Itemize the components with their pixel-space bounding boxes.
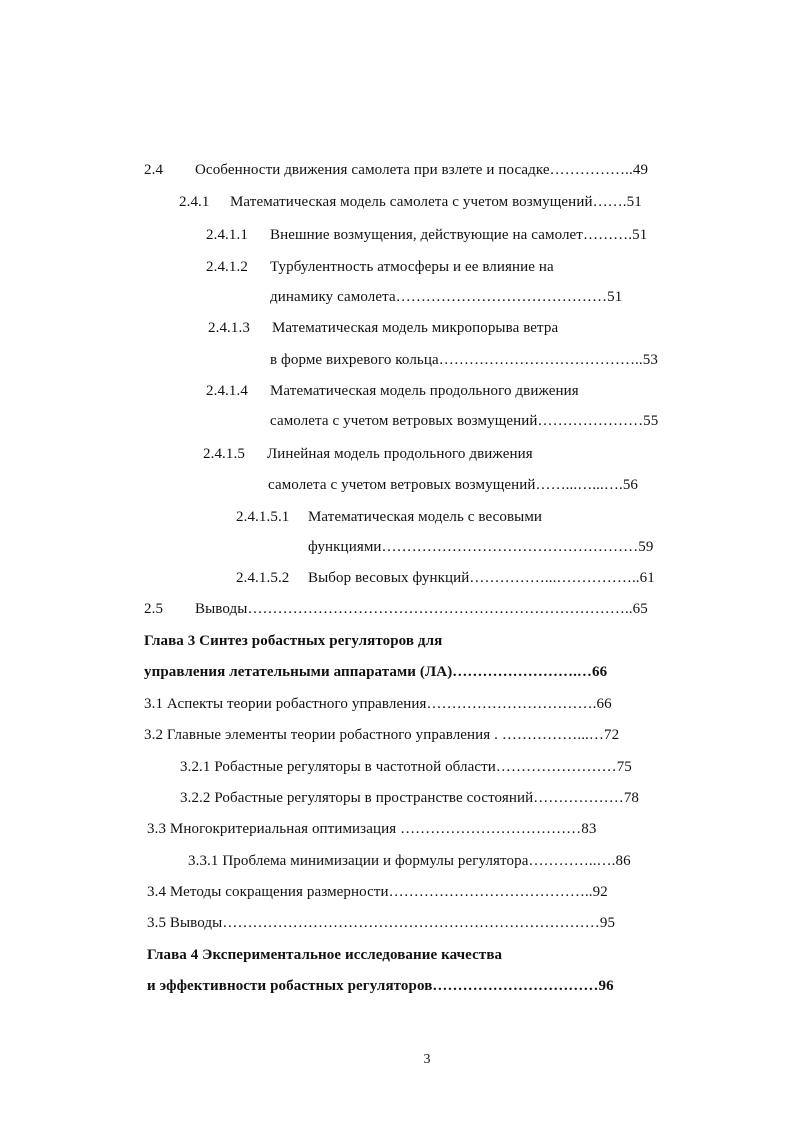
toc-entry-text: 3.2.2 Робастные регуляторы в пространстве состояний………………78 bbox=[180, 790, 640, 806]
toc-entry bbox=[236, 507, 542, 527]
toc-entry bbox=[180, 788, 639, 808]
toc-entry-number: 2.5 bbox=[144, 601, 164, 617]
toc-entry bbox=[144, 725, 619, 745]
toc-entry-text: Линейная модель продольного движения bbox=[267, 446, 533, 462]
toc-entry-text: управления летательными аппаратами (ЛА)…………………….…66 bbox=[144, 664, 608, 680]
toc-entry bbox=[206, 257, 554, 277]
toc-entry-text: Выбор весовых функций……………...……………..61 bbox=[308, 570, 655, 586]
toc-entry-continuation bbox=[270, 350, 658, 370]
toc-entry-text: Математическая модель с весовыми bbox=[308, 509, 543, 525]
toc-entry-number: 2.4.1 bbox=[179, 194, 210, 210]
toc-entry-continuation bbox=[308, 537, 653, 557]
toc-entry bbox=[144, 160, 648, 180]
toc-entry-continuation bbox=[268, 475, 638, 495]
toc-entry bbox=[147, 819, 596, 839]
chapter-heading-continuation bbox=[147, 976, 614, 996]
chapter-heading-continuation bbox=[144, 662, 607, 682]
toc-entry-text: 3.3 Многокритериальная оптимизация ………………………………83 bbox=[147, 821, 597, 837]
toc-entry bbox=[206, 225, 647, 245]
toc-entry-text: 3.4 Методы сокращения размерности…………………………………..92 bbox=[147, 884, 608, 900]
toc-entry-text: Выводы…………………………………………………………………..65 bbox=[195, 601, 648, 617]
toc-entry bbox=[188, 851, 631, 871]
toc-entry bbox=[206, 381, 579, 401]
toc-entry-number: 2.4.1.5.1 bbox=[236, 509, 290, 525]
toc-entry-text: самолета с учетом ветровых возмущений…………………55 bbox=[270, 413, 659, 429]
toc-entry-text: 3.2 Главные элементы теории робастного управления . ……………...…72 bbox=[144, 727, 620, 743]
toc-entry-text: Математическая модель микропорыва ветра bbox=[272, 320, 559, 336]
toc-entry-text: Математическая модель самолета с учетом возмущений…….51 bbox=[230, 194, 642, 210]
toc-entry bbox=[203, 444, 533, 464]
toc-entry bbox=[147, 882, 608, 902]
toc-entry-text: Глава 3 Синтез робастных регуляторов для bbox=[144, 633, 443, 649]
toc-entry-text: Турбулентность атмосферы и ее влияние на bbox=[270, 259, 554, 275]
toc-entry-text: Математическая модель продольного движения bbox=[270, 383, 579, 399]
toc-entry bbox=[208, 318, 558, 338]
toc-entry-text: в форме вихревого кольца…………………………………..53 bbox=[270, 352, 658, 368]
toc-entry-text: Внешние возмущения, действующие на самолет……….51 bbox=[270, 227, 648, 243]
toc-entry-number: 2.4 bbox=[144, 162, 164, 178]
toc-entry-continuation bbox=[270, 411, 658, 431]
toc-entry-text: 3.2.1 Робастные регуляторы в частотной области……………………75 bbox=[180, 759, 632, 775]
toc-entry bbox=[144, 599, 648, 619]
toc-entry-text: динамику самолета……………………………………51 bbox=[270, 289, 623, 305]
toc-entry-number: 2.4.1.1 bbox=[206, 227, 248, 243]
toc-entry bbox=[147, 913, 615, 933]
toc-entry-text: 3.1 Аспекты теории робастного управления…………………………….66 bbox=[144, 696, 612, 712]
toc-entry-number: 2.4.1.2 bbox=[206, 259, 248, 275]
page-number: 3 bbox=[423, 1052, 431, 1067]
toc-entry-continuation bbox=[270, 287, 622, 307]
toc-entry-text: 3.5 Выводы…………………………………………………………………95 bbox=[147, 915, 616, 931]
toc-entry-number: 2.4.1.5.2 bbox=[236, 570, 290, 586]
toc-entry-number: 2.4.1.3 bbox=[208, 320, 250, 336]
chapter-heading bbox=[147, 945, 502, 965]
toc-entry-text: 3.3.1 Проблема минимизации и формулы регулятора…………..….86 bbox=[188, 853, 631, 869]
toc-entry bbox=[144, 694, 612, 714]
toc-entry-text: Глава 4 Экспериментальное исследование качества bbox=[147, 947, 503, 963]
toc-entry-text: и эффективности робастных регуляторов……………………………96 bbox=[147, 978, 614, 994]
toc-entry-number: 2.4.1.5 bbox=[203, 446, 245, 462]
toc-entry-number: 2.4.1.4 bbox=[206, 383, 248, 399]
toc-entry bbox=[236, 568, 655, 588]
toc-entry-text: самолета с учетом ветровых возмущений……...…...….56 bbox=[268, 477, 639, 493]
toc-entry-text: функциями……………………………………………59 bbox=[308, 539, 654, 555]
toc-entry bbox=[180, 757, 632, 777]
toc-entry-text: Особенности движения самолета при взлете и посадке……………..49 bbox=[195, 162, 649, 178]
toc-entry bbox=[179, 192, 642, 212]
chapter-heading bbox=[144, 631, 442, 651]
